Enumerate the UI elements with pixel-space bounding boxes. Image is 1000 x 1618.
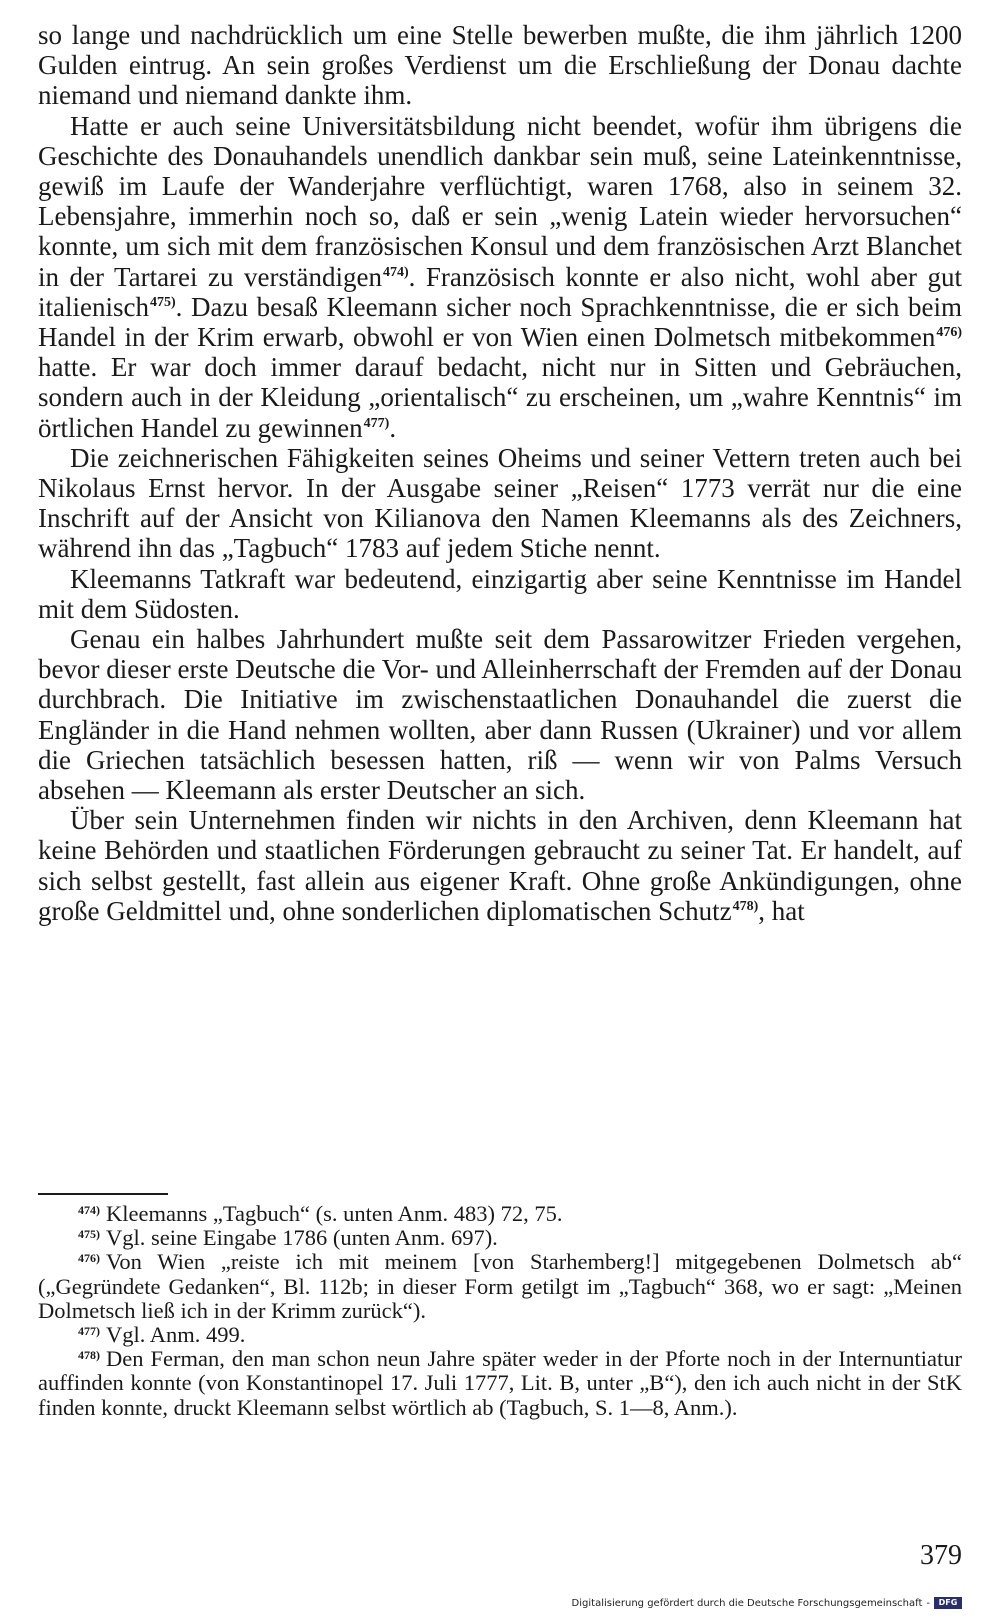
footnote-477 (38, 1323, 962, 1347)
footnote-number: 478) (78, 1348, 100, 1363)
credit-text: Digitalisierung gefördert durch die Deutsche Forschungsgemeinschaft (571, 1597, 923, 1609)
paragraph-1: so lange und nachdrücklich um eine Stelle bewerben mußte, die ihm jährlich 1200 Gulden eintrug. An sein großes Verdienst um die Erschließung der Donau dachte niemand und niemand dankte ihm. (38, 20, 962, 111)
paragraph-6 (38, 805, 962, 926)
footnote-text: Vgl. Anm. 499. (106, 1322, 246, 1348)
paragraph-6-part-b: , hat (758, 895, 805, 926)
footnote-number: 474) (78, 1203, 100, 1217)
footnote-text: Vgl. seine Eingabe 1786 (unten Anm. 697). (106, 1225, 498, 1251)
footnote-number: 475) (78, 1227, 100, 1242)
page-number: 379 (920, 1540, 962, 1571)
paragraph-2-part-a: Hatte er auch seine Universitätsbildung nicht beendet, wofür ihm übrigens die Geschichte des Donauhandels unendlich dankbar sein muß, seine Lateinkenntnisse, gewiß im Laufe der Wanderjahre verflüchtigt, waren 1768, also in seinem 32. Lebensjahre, immerhin noch so, daß er sein „wenig Latein wieder hervorsuchen“ konnte, um sich mit dem französischen Konsul und dem französischen Arzt Blanchet in der Tartarei zu verständigen (38, 110, 962, 292)
footnote-text: Den Ferman, den man schon neun Jahre später weder in der Pforte noch in der Internuntiatur auffinden konnte (von Konstantinopel 17. Juli 1777, Lit. B, unter „B“), den ich auch nicht in der StK finden konnte, druckt Kleemann selbst wörtlich ab (Tagbuch, S. 1—8, Anm.). (38, 1346, 962, 1420)
paragraph-4: Kleemanns Tatkraft war bedeutend, einzigartig aber seine Kenntnisse im Handel mit dem Südosten. (38, 563, 962, 624)
footnote-475 (38, 1226, 962, 1250)
main-text (38, 20, 962, 926)
footnote-ref-478[interactable]: 478) (732, 898, 759, 914)
footnote-474 (38, 1202, 962, 1226)
footnote-text: Von Wien „reiste ich mit meinem [von Starhemberg!] mitgegebenen Dolmetsch ab“ („Gegründete Gedanken“, Bl. 112b; in dieser Form getilgt im „Tagbuch“ 368, wo er sagt: „Meinen Dolmetsch ließ ich in der Krimm zurück“). (38, 1249, 962, 1323)
paragraph-5: Genau ein halbes Jahrhundert mußte seit dem Passarowitzer Frieden vergehen, bevor dieser erste Deutsche die Vor- und Alleinherrschaft der Fremden auf der Donau durchbrach. Die Initiative im zwischenstaatlichen Donauhandel die zuerst die Engländer in die Hand nehmen wollten, aber dann Russen (Ukrainer) und vor allem die Griechen tatsächlich besessen hatten, riß — wenn wir von Palms Versuch absehen — Kleemann als erster Deutscher an sich. (38, 624, 962, 806)
footnote-number: 477) (78, 1324, 100, 1339)
footnote-number: 476) (78, 1251, 100, 1266)
paragraph-2 (38, 111, 962, 443)
paragraph-2-part-c: . Dazu besaß Kleemann sicher noch Sprachkenntnisse, die er sich beim Handel in der Krim erwarb, obwohl er von Wien einen Dolmetsch mitbekommen (38, 291, 962, 353)
footnote-476 (38, 1250, 962, 1323)
paragraph-2-part-e: . (389, 412, 397, 443)
footnote-ref-476[interactable]: 476) (936, 325, 962, 341)
paragraph-2-part-b: . Französisch konnte er also nicht, wohl aber gut italienisch (38, 261, 962, 322)
dfg-logo-icon: DFG (934, 1597, 962, 1609)
footnotes (38, 1202, 962, 1420)
footnote-ref-474[interactable]: 474) (382, 264, 409, 280)
paragraph-3: Die zeichnerischen Fähigkeiten seines Oheims und seiner Vettern treten auch bei Nikolaus Ernst hervor. In der Ausgabe seiner „Reisen“ 1773 verrät nur die eine Inschrift auf der Ansicht von Kilianova den Namen Kleemanns als des Zeichners, während ihn das „Tagbuch“ 1783 auf jedem Stiche nennt. (38, 442, 962, 564)
footnote-ref-477[interactable]: 477) (363, 415, 390, 431)
paragraph-6-part-a: Über sein Unternehmen finden wir nichts in den Archiven, denn Kleemann hat keine Behörden und staatlichen Förderungen gebraucht zu seiner Tat. Er handelt, auf sich selbst gestellt, fast allein aus eigener Kraft. Ohne große Ankündigungen, ohne große Geldmittel und, ohne sonderlichen diplomatischen Schutz (38, 805, 962, 926)
footnote-478 (38, 1347, 962, 1420)
footnote-ref-475[interactable]: 475) (149, 294, 176, 310)
footnote-divider (38, 1193, 168, 1195)
footnote-text: Kleemanns „Tagbuch“ (s. unten Anm. 483) 72, 75. (106, 1201, 563, 1226)
paragraph-2-part-d: hatte. Er war doch immer darauf bedacht, nicht nur in Sitten und Gebräuchen, sondern auch in der Kleidung „orientalisch“ zu erscheinen, um „wahre Kenntnis“ im örtlichen Handel zu gewinnen (38, 352, 962, 443)
digitization-credit: Digitalisierung gefördert durch die Deutsche Forschungsgemeinschaft - DFG (572, 1597, 962, 1609)
